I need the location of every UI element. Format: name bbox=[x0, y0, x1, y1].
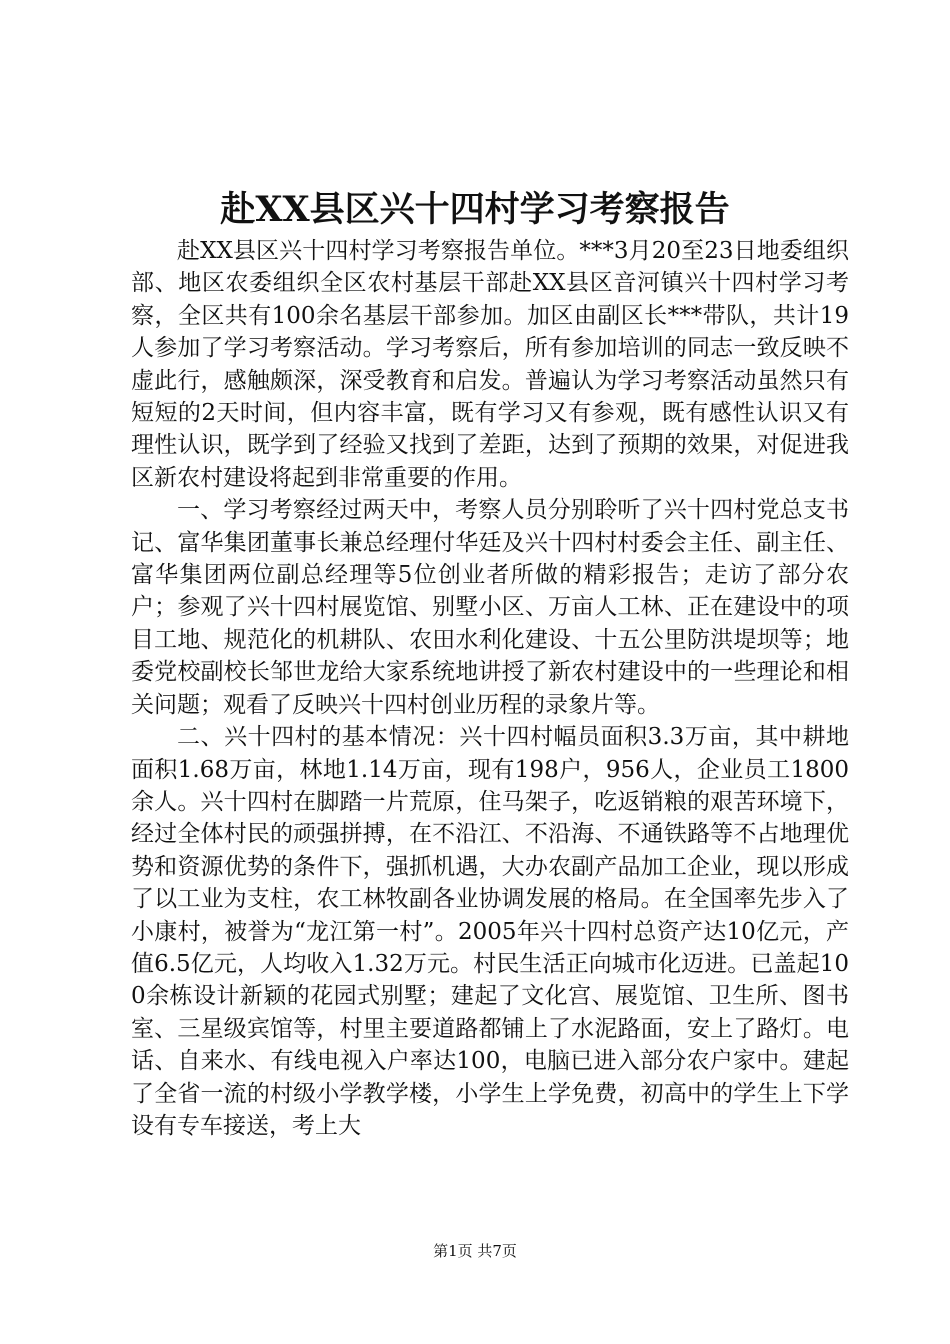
document-title: 赴XX县区兴十四村学习考察报告 bbox=[220, 189, 730, 230]
page-footer: 第1页 共7页 bbox=[433, 1242, 517, 1260]
document-body bbox=[131, 235, 849, 1142]
paragraph-intro: 赴XX县区兴十四村学习考察报告单位。***3月20至23日地委组织部、地区农委组织全区农村基层干部赴XX县区音河镇兴十四村学习考察，全区共有100余名基层干部参加。加区由副区长***带队，共计19人参加了学习考察活动。学习考察后，所有参加培训的同志一致反映不虚此行，感触颇深，深受教育和启发。普遍认为学习考察活动虽然只有短短的2天时间，但内容丰富，既有学习又有参观，既有感性认识又有理性认识，既学到了经验又找到了差距，达到了预期的效果，对促进我区新农村建设将起到非常重要的作用。 bbox=[131, 238, 849, 491]
paragraph-section-2: 二、兴十四村的基本情况：兴十四村幅员面积3.3万亩，其中耕地面积1.68万亩，林地1.14万亩，现有198户，956人，企业员工1800余人。兴十四村在脚踏一片荒原，住马架子，吃返销粮的艰苦环境下，经过全体村民的顽强拼搏，在不沿江、不沿海、不通铁路等不占地理优势和资源优势的条件下，强抓机遇，大办农副产品加工企业，现以形成了以工业为支柱，农工林牧副各业协调发展的格局。在全国率先步入了小康村，被誉为“龙江第一村”。2005年兴十四村总资产达10亿元，产值6.5亿元，人均收入1.32万元。村民生活正向城市化迈进。已盖起100余栋设计新颖的花园式别墅；建起了文化宫、展览馆、卫生所、图书室、三星级宾馆等，村里主要道路都铺上了水泥路面，安上了路灯。电话、自来水、有线电视入户率达100，电脑已进入部分农户家中。建起了全省一流的村级小学教学楼，小学生上学免费，初高中的学生上下学设有专车接送，考上大 bbox=[131, 724, 849, 1139]
paragraph-section-1: 一、学习考察经过两天中，考察人员分别聆听了兴十四村党总支书记、富华集团董事长兼总经理付华廷及兴十四村村委会主任、副主任、富华集团两位副总经理等5位创业者所做的精彩报告；走访了部分农户；参观了兴十四村展览馆、别墅小区、万亩人工林、正在建设中的项目工地、规范化的机耕队、农田水利化建设、十五公里防洪堤坝等；地委党校副校长邹世龙给大家系统地讲授了新农村建设中的一些理论和相关问题；观看了反映兴十四村创业历程的录象片等。 bbox=[131, 497, 849, 718]
